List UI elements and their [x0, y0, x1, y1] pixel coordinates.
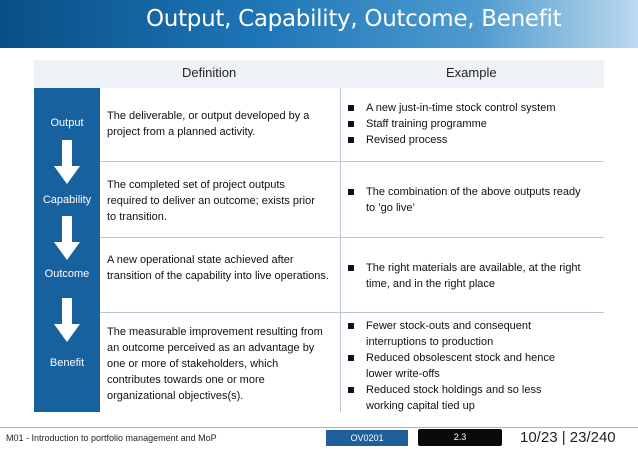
header-definition: Definition — [182, 65, 237, 80]
examples-output — [346, 100, 596, 148]
comparison-table — [34, 60, 604, 412]
footer-section-badge: 2.3 — [418, 429, 502, 446]
down-arrow-icon — [52, 298, 82, 344]
square-bullet-icon — [348, 137, 354, 143]
row-divider — [100, 237, 604, 238]
list-item: Reduced stock holdings and so less working capital tied up — [346, 382, 582, 414]
list-item: Revised process — [346, 132, 596, 148]
down-arrow-icon — [52, 140, 82, 186]
page-counter: 10/23 | 23/240 — [520, 429, 616, 446]
list-item: Fewer stock-outs and consequent interruptions to production — [346, 318, 582, 350]
definition-outcome: A new operational state achieved after transition of the capability into live operations. — [107, 254, 329, 282]
list-item: Staff training programme — [346, 116, 596, 132]
row-divider — [100, 161, 604, 162]
stage-output: Output — [50, 117, 84, 129]
stage-capability: Capability — [42, 194, 92, 206]
examples-capability — [346, 184, 586, 216]
list-item: The combination of the above outputs ready to ’go live’ — [346, 184, 586, 216]
square-bullet-icon — [348, 355, 354, 361]
down-arrow-icon — [52, 216, 82, 262]
definition-capability: The completed set of project outputs required to deliver an outcome; exists prior to transition. — [107, 179, 315, 223]
list-item: Reduced obsolescent stock and hence lower write-offs — [346, 350, 582, 382]
definition-benefit: The measurable improvement resulting from an outcome perceived as an advantage by one or more of stakeholders, which contributes towards one or more organizational objectives(s). — [107, 326, 323, 402]
square-bullet-icon — [348, 387, 354, 393]
examples-benefit — [346, 318, 582, 414]
list-item: A new just-in-time stock control system — [346, 100, 596, 116]
column-divider — [340, 88, 341, 412]
square-bullet-icon — [348, 265, 354, 271]
slide-title: Output, Capability, Outcome, Benefit — [146, 6, 562, 32]
footer-course: M01 - Introduction to portfolio management and MoP — [6, 433, 217, 443]
definition-output: The deliverable, or output developed by a project from a planned activity. — [107, 110, 310, 138]
header-example: Example — [446, 65, 497, 80]
footer-divider — [0, 427, 638, 428]
list-item: The right materials are available, at the right time, and in the right place — [346, 260, 582, 292]
square-bullet-icon — [348, 189, 354, 195]
examples-outcome — [346, 260, 582, 292]
square-bullet-icon — [348, 323, 354, 329]
square-bullet-icon — [348, 121, 354, 127]
stage-outcome: Outcome — [44, 268, 90, 280]
stage-benefit: Benefit — [49, 357, 85, 369]
table-header-row — [34, 60, 604, 88]
row-divider — [100, 312, 604, 313]
square-bullet-icon — [348, 105, 354, 111]
footer-code-badge: OV0201 — [326, 430, 408, 446]
